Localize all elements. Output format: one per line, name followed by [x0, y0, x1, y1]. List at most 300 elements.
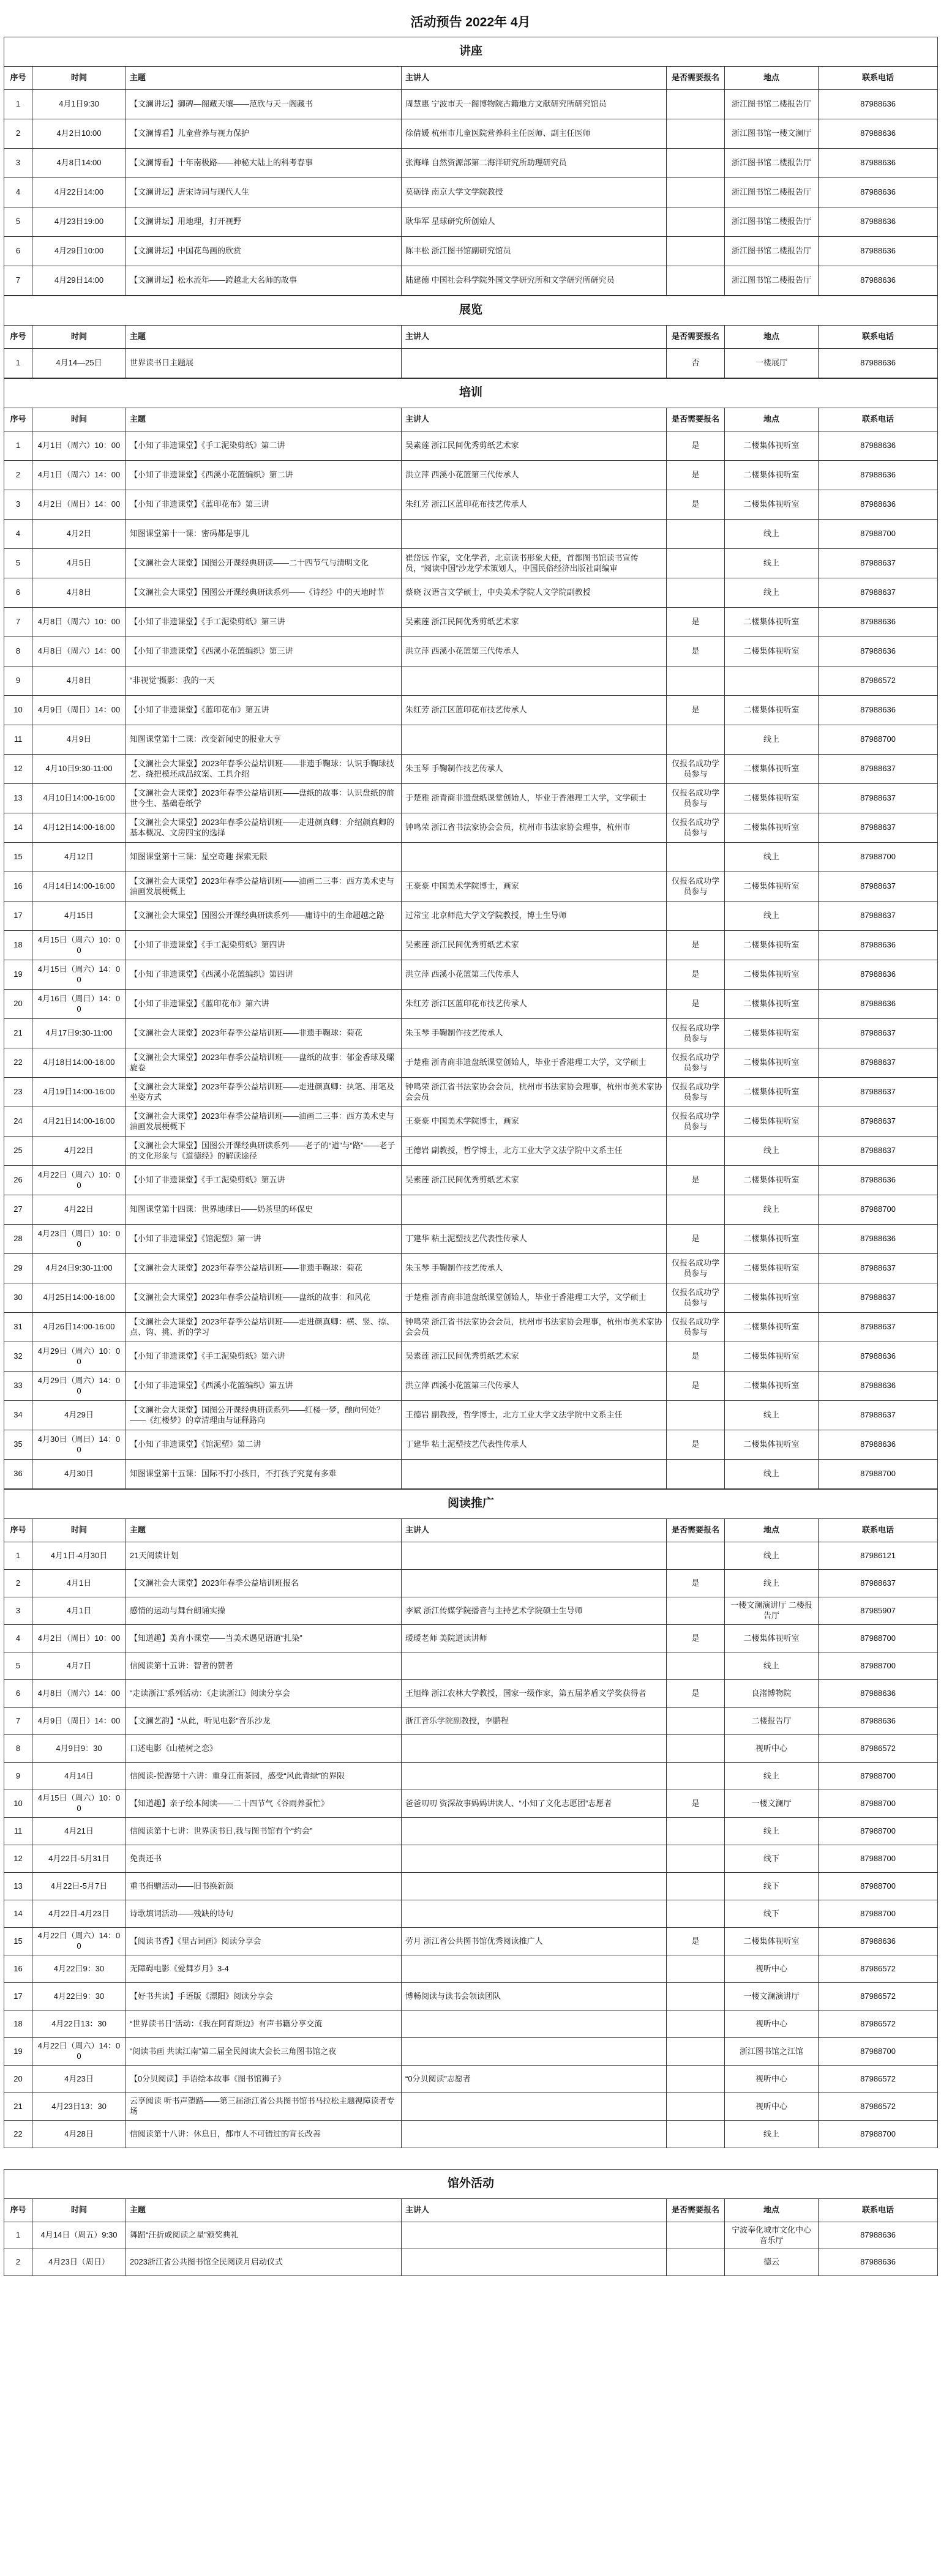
row-signup: 仅报名成功学员参与	[667, 1019, 725, 1048]
row-place: 浙江图书馆二楼报告厅	[725, 178, 819, 207]
column-header-signup: 是否需要报名	[667, 408, 725, 431]
row-time: 4月22日-5月31日	[32, 1845, 126, 1873]
row-place: 二楼集体视听室	[725, 1313, 819, 1342]
row-time: 4月22日（周六）14：00	[32, 2038, 126, 2066]
row-number: 31	[4, 1313, 32, 1342]
table-row	[4, 1225, 938, 1254]
row-speaker	[402, 2010, 667, 2038]
row-topic: 信阅读第十五讲：智者的赞者	[126, 1652, 402, 1680]
row-time: 4月23日（周日）	[32, 2249, 126, 2276]
column-header-speaker: 主讲人	[402, 1519, 667, 1542]
row-topic: “阅读书画 共读江南”第二届全民阅读大会长三角图书馆之夜	[126, 2038, 402, 2066]
row-place: 线下	[725, 1900, 819, 1928]
row-speaker	[402, 2121, 667, 2148]
row-number: 32	[4, 1342, 32, 1372]
row-topic: 【小知了非遗课堂】《蓝印花布》第六讲	[126, 990, 402, 1019]
row-signup	[667, 1401, 725, 1430]
table-row	[4, 1680, 938, 1708]
row-phone: 87986572	[819, 2066, 938, 2093]
column-header-topic: 主题	[126, 67, 402, 90]
row-place: 宁波奉化城市文化中心音乐厅	[725, 2222, 819, 2249]
row-topic: 【知道趣】美育小课堂——当美术遇见语道“扎染”	[126, 1625, 402, 1652]
row-topic: 【小知了非遗课堂】《西溪小花篮编织》第四讲	[126, 960, 402, 990]
row-time: 4月17日9:30-11:00	[32, 1019, 126, 1048]
row-number: 18	[4, 2010, 32, 2038]
row-signup: 是	[667, 490, 725, 520]
row-place: 线上	[725, 1763, 819, 1790]
row-speaker: 钟鸣荣 浙江省书法家协会会员，杭州市书法家协会理事，杭州市	[402, 813, 667, 843]
row-phone: 87988700	[819, 843, 938, 872]
row-topic: 【文澜社会大课堂】2023年春季公益培训班——走进颜真卿：介绍颜真卿的基本概况、文房四宝的选择	[126, 813, 402, 843]
table-row	[4, 990, 938, 1019]
row-signup	[667, 207, 725, 237]
row-signup: 仅报名成功学员参与	[667, 1107, 725, 1137]
row-phone: 87988636	[819, 149, 938, 178]
row-phone: 87986572	[819, 2093, 938, 2121]
table-row	[4, 1195, 938, 1225]
row-phone: 87988636	[819, 431, 938, 461]
section-table	[4, 37, 938, 296]
row-signup	[667, 1735, 725, 1763]
column-header-no: 序号	[4, 326, 32, 349]
row-topic: 【0分贝阅读】手语绘本故事《图书馆狮子》	[126, 2066, 402, 2093]
row-speaker	[402, 1955, 667, 1983]
row-number: 4	[4, 178, 32, 207]
row-place: 二楼集体视听室	[725, 1928, 819, 1955]
row-topic: 云享阅读 听书声塑路——第三届浙江省公共图书馆书马拉松主题视障读者专场	[126, 2093, 402, 2121]
row-phone: 87988636	[819, 266, 938, 296]
table-row	[4, 578, 938, 608]
row-place: 线上	[725, 1401, 819, 1430]
row-place: 二楼报告厅	[725, 1708, 819, 1735]
table-row	[4, 902, 938, 931]
row-time: 4月9日（周日）14：00	[32, 1708, 126, 1735]
row-signup	[667, 1983, 725, 2010]
row-speaker: 王豪豪 中国美术学院博士，画家	[402, 1107, 667, 1137]
table-row	[4, 1873, 938, 1900]
row-time: 4月30日	[32, 1460, 126, 1489]
section-title: 展览	[4, 296, 938, 326]
row-time: 4月29日10:00	[32, 237, 126, 266]
row-signup	[667, 1195, 725, 1225]
column-header-signup: 是否需要报名	[667, 2199, 725, 2222]
row-number: 1	[4, 90, 32, 119]
row-topic: 【文澜社会大课堂】2023年春季公益培训班报名	[126, 1570, 402, 1597]
row-phone: 87988636	[819, 637, 938, 666]
row-signup: 是	[667, 1928, 725, 1955]
row-phone: 87988700	[819, 1652, 938, 1680]
row-topic: 【文澜讲坛】用地理，打开视野	[126, 207, 402, 237]
row-speaker: 徐倩媛 杭州市儿童医院营养科主任医师、副主任医师	[402, 119, 667, 149]
row-number: 16	[4, 1955, 32, 1983]
row-phone: 87986572	[819, 2010, 938, 2038]
row-phone: 87988636	[819, 237, 938, 266]
row-time: 4月8日（周六）14：00	[32, 1680, 126, 1708]
table-row	[4, 2249, 938, 2276]
row-signup	[667, 149, 725, 178]
table-row	[4, 1313, 938, 1342]
row-signup	[667, 2249, 725, 2276]
row-speaker: 朱红芳 浙江区蓝印花布技艺传承人	[402, 490, 667, 520]
row-signup	[667, 2038, 725, 2066]
column-header-signup: 是否需要报名	[667, 67, 725, 90]
row-number: 12	[4, 1845, 32, 1873]
row-signup: 仅报名成功学员参与	[667, 1254, 725, 1283]
row-time: 4月2日	[32, 520, 126, 549]
section-title: 阅读推广	[4, 1490, 938, 1519]
row-number: 34	[4, 1401, 32, 1430]
row-speaker: 吴素莲 浙江民间优秀剪纸艺术家	[402, 431, 667, 461]
row-place: 二楼集体视听室	[725, 1372, 819, 1401]
row-place: 二楼集体视听室	[725, 960, 819, 990]
row-number: 4	[4, 1625, 32, 1652]
row-place: 一楼文澜演讲厅 二楼报告厅	[725, 1597, 819, 1625]
row-signup	[667, 119, 725, 149]
row-number: 2	[4, 461, 32, 490]
row-phone: 87988637	[819, 813, 938, 843]
table-row	[4, 349, 938, 378]
row-topic: 【小知了非遗课堂】《西溪小花篮编织》第三讲	[126, 637, 402, 666]
column-header-no: 序号	[4, 1519, 32, 1542]
column-header-time: 时间	[32, 408, 126, 431]
row-speaker: 劳月 浙江省公共图书馆优秀阅读推广人	[402, 1928, 667, 1955]
row-phone: 87986572	[819, 1735, 938, 1763]
row-place: 二楼集体视听室	[725, 490, 819, 520]
row-topic: “世界读书日”活动：《我在阿育斯边》有声书籍分享交流	[126, 2010, 402, 2038]
row-phone: 87988637	[819, 755, 938, 784]
row-signup	[667, 237, 725, 266]
row-signup	[667, 1873, 725, 1900]
row-signup	[667, 1900, 725, 1928]
row-place: 二楼集体视听室	[725, 755, 819, 784]
column-header-speaker: 主讲人	[402, 326, 667, 349]
column-header-topic: 主题	[126, 326, 402, 349]
row-signup	[667, 90, 725, 119]
row-number: 8	[4, 1735, 32, 1763]
row-time: 4月23日	[32, 2066, 126, 2093]
row-phone: 87988636	[819, 178, 938, 207]
row-number: 2	[4, 2249, 32, 2276]
row-speaker	[402, 349, 667, 378]
row-number: 30	[4, 1283, 32, 1313]
row-time: 4月1日（周六）10：00	[32, 431, 126, 461]
row-speaker: 朱玉琴 手鞠制作技艺传承人	[402, 1019, 667, 1048]
row-speaker: 王德岩 副教授，哲学博士，北方工业大学文法学院中文系主任	[402, 1137, 667, 1166]
row-topic: 【文澜社会大课堂】国图公开课经典研读——二十四节气与清明文化	[126, 549, 402, 578]
section-header	[4, 296, 938, 326]
row-speaker	[402, 1900, 667, 1928]
column-header-time: 时间	[32, 67, 126, 90]
row-phone: 87988636	[819, 90, 938, 119]
row-phone: 87988636	[819, 1372, 938, 1401]
column-header-place: 地点	[725, 408, 819, 431]
row-phone: 87988637	[819, 1283, 938, 1313]
row-topic: 【阅读书香】《里古词画》阅读分享会	[126, 1928, 402, 1955]
row-speaker	[402, 520, 667, 549]
row-number: 3	[4, 149, 32, 178]
row-place: 线上	[725, 2121, 819, 2148]
row-place: 视听中心	[725, 1735, 819, 1763]
row-signup: 是	[667, 608, 725, 637]
row-speaker	[402, 666, 667, 696]
section-header	[4, 379, 938, 408]
row-topic: 【小知了非遗课堂】《手工泥染剪纸》第六讲	[126, 1342, 402, 1372]
row-speaker	[402, 1195, 667, 1225]
row-number: 2	[4, 119, 32, 149]
row-time: 4月8日（周六）14：00	[32, 637, 126, 666]
row-phone: 87988637	[819, 1019, 938, 1048]
row-topic: 知图课堂第十五课：国际不打小孩日，不打孩子究竟有多难	[126, 1460, 402, 1489]
row-signup	[667, 578, 725, 608]
row-time: 4月8日	[32, 666, 126, 696]
row-signup	[667, 2121, 725, 2148]
row-topic: 【文澜社会大课堂】2023年春季公益培训班——非遗手鞠球：菊花	[126, 1019, 402, 1048]
row-phone: 87988636	[819, 990, 938, 1019]
row-speaker: 钟鸣荣 浙江省书法家协会会员，杭州市书法家协会理事，杭州市美术家协会会员	[402, 1078, 667, 1107]
row-time: 4月22日9：30	[32, 1983, 126, 2010]
row-topic: 2023浙江省公共图书馆全民阅读月启动仪式	[126, 2249, 402, 2276]
table-row	[4, 872, 938, 902]
row-time: 4月10日9:30-11:00	[32, 755, 126, 784]
section-title: 培训	[4, 379, 938, 408]
row-topic: 知图课堂第十一课：密码都是事儿	[126, 520, 402, 549]
row-phone: 87988636	[819, 2222, 938, 2249]
row-number: 33	[4, 1372, 32, 1401]
row-phone: 87985907	[819, 1597, 938, 1625]
row-place: 二楼集体视听室	[725, 1430, 819, 1460]
row-place: 二楼集体视听室	[725, 1283, 819, 1313]
row-phone: 87988637	[819, 1137, 938, 1166]
row-number: 24	[4, 1107, 32, 1137]
row-phone: 87988637	[819, 872, 938, 902]
row-topic: 重书捐赠活动——旧书换新颜	[126, 1873, 402, 1900]
column-header-no: 序号	[4, 408, 32, 431]
row-place: 线下	[725, 1845, 819, 1873]
section-table	[4, 378, 938, 1489]
column-header-signup: 是否需要报名	[667, 1519, 725, 1542]
table-row	[4, 90, 938, 119]
row-time: 4月14日	[32, 1763, 126, 1790]
row-number: 20	[4, 2066, 32, 2093]
row-signup	[667, 1763, 725, 1790]
column-header-speaker: 主讲人	[402, 408, 667, 431]
row-signup: 是	[667, 1430, 725, 1460]
row-topic: 【好书共读】手语版《漂阳》阅读分享会	[126, 1983, 402, 2010]
row-phone: 87988637	[819, 784, 938, 813]
row-time: 4月9日	[32, 725, 126, 755]
row-signup	[667, 2093, 725, 2121]
row-phone: 87988700	[819, 2121, 938, 2148]
row-signup: 是	[667, 1680, 725, 1708]
row-place: 二楼集体视听室	[725, 431, 819, 461]
row-place: 线上	[725, 1460, 819, 1489]
row-place: 二楼集体视听室	[725, 990, 819, 1019]
row-phone: 87988637	[819, 578, 938, 608]
row-topic: 【文澜社会大课堂】国图公开课经典研读系列——《诗经》中的天地时节	[126, 578, 402, 608]
row-signup: 是	[667, 637, 725, 666]
section-header	[4, 2170, 938, 2199]
row-speaker	[402, 2093, 667, 2121]
row-phone: 87988637	[819, 1078, 938, 1107]
row-speaker: 洪立萍 西溪小花篮第三代传承人	[402, 960, 667, 990]
row-time: 4月19日14:00-16:00	[32, 1078, 126, 1107]
row-speaker: 丁建华 粘土泥塑技艺代表性传承人	[402, 1430, 667, 1460]
page-title: 活动预告 2022年 4月	[410, 15, 531, 29]
table-row	[4, 119, 938, 149]
row-time: 4月12日14:00-16:00	[32, 813, 126, 843]
row-signup: 是	[667, 1225, 725, 1254]
row-time: 4月23日（周日）10：00	[32, 1225, 126, 1254]
row-topic: 知图课堂第十四课：世界地球日——奶茶里的环保史	[126, 1195, 402, 1225]
row-phone: 87988636	[819, 1430, 938, 1460]
row-place: 视听中心	[725, 2010, 819, 2038]
row-signup: 仅报名成功学员参与	[667, 1078, 725, 1107]
row-topic: 【文澜社会大课堂】国图公开课经典研读系列——红楼一梦，酿向何处？——《红楼梦》的章清理由与证释路向	[126, 1401, 402, 1430]
row-phone: 87988700	[819, 1763, 938, 1790]
row-number: 7	[4, 1708, 32, 1735]
row-place: 二楼集体视听室	[725, 1166, 819, 1195]
row-place: 线上	[725, 1542, 819, 1570]
table-row	[4, 1955, 938, 1983]
row-signup: 是	[667, 1166, 725, 1195]
row-signup	[667, 178, 725, 207]
row-number: 21	[4, 1019, 32, 1048]
row-number: 7	[4, 266, 32, 296]
column-header-place: 地点	[725, 326, 819, 349]
table-row	[4, 1401, 938, 1430]
section-title: 馆外活动	[4, 2170, 938, 2199]
row-speaker: 洪立萍 西溪小花篮第三代传承人	[402, 1372, 667, 1401]
column-header-phone: 联系电话	[819, 67, 938, 90]
row-signup: 是	[667, 431, 725, 461]
row-signup	[667, 1818, 725, 1845]
table-row	[4, 1928, 938, 1955]
row-number: 10	[4, 1790, 32, 1818]
row-number: 26	[4, 1166, 32, 1195]
table-row	[4, 696, 938, 725]
row-time: 4月21日	[32, 1818, 126, 1845]
row-speaker: 莫砺锋 南京大学文学院教授	[402, 178, 667, 207]
row-time: 4月8日（周六）10：00	[32, 608, 126, 637]
row-time: 4月1日	[32, 1570, 126, 1597]
row-speaker	[402, 843, 667, 872]
row-number: 6	[4, 578, 32, 608]
column-header-speaker: 主讲人	[402, 67, 667, 90]
row-place: 二楼集体视听室	[725, 1019, 819, 1048]
column-header-no: 序号	[4, 67, 32, 90]
row-number: 2	[4, 1570, 32, 1597]
row-topic: 【小知了非遗课堂】《蓝印花布》第五讲	[126, 696, 402, 725]
table-row	[4, 149, 938, 178]
column-header-row	[4, 2199, 938, 2222]
row-place: 线上	[725, 549, 819, 578]
row-place: 线上	[725, 578, 819, 608]
row-phone: 87988700	[819, 1845, 938, 1873]
table-row	[4, 931, 938, 960]
row-topic: 免责还书	[126, 1845, 402, 1873]
row-number: 3	[4, 490, 32, 520]
row-speaker: 张海峰 自然资源部第二海洋研究所助理研究员	[402, 149, 667, 178]
row-topic: 口述电影《山楂树之恋》	[126, 1735, 402, 1763]
row-time: 4月15日	[32, 902, 126, 931]
row-number: 10	[4, 696, 32, 725]
column-header-time: 时间	[32, 326, 126, 349]
row-speaker: 吴素莲 浙江民间优秀剪纸艺术家	[402, 931, 667, 960]
row-number: 5	[4, 549, 32, 578]
row-phone: 87988637	[819, 1048, 938, 1078]
row-place: 二楼集体视听室	[725, 1342, 819, 1372]
row-topic: 【小知了非遗课堂】《手工泥染剪纸》第五讲	[126, 1166, 402, 1195]
row-signup	[667, 1652, 725, 1680]
row-speaker: 陆建德 中国社会科学院外国文学研究所和文学研究所研究员	[402, 266, 667, 296]
row-speaker: 浙江音乐学院副教授，李鹏程	[402, 1708, 667, 1735]
row-time: 4月21日14:00-16:00	[32, 1107, 126, 1137]
row-phone: 87988636	[819, 696, 938, 725]
row-speaker: 吴素莲 浙江民间优秀剪纸艺术家	[402, 1342, 667, 1372]
row-place: 浙江图书馆二楼报告厅	[725, 90, 819, 119]
row-place: 浙江图书馆二楼报告厅	[725, 207, 819, 237]
row-time: 4月22日	[32, 1195, 126, 1225]
row-signup: 是	[667, 1342, 725, 1372]
row-number: 8	[4, 637, 32, 666]
row-topic: 知图课堂第十三课：星空奇趣 探索无限	[126, 843, 402, 872]
row-time: 4月23日19:00	[32, 207, 126, 237]
row-time: 4月14—25日	[32, 349, 126, 378]
column-header-place: 地点	[725, 2199, 819, 2222]
row-phone: 87988636	[819, 931, 938, 960]
row-signup: 是	[667, 461, 725, 490]
row-time: 4月2日10:00	[32, 119, 126, 149]
row-place: 线上	[725, 520, 819, 549]
row-place: 二楼集体视听室	[725, 1254, 819, 1283]
row-speaker	[402, 1460, 667, 1489]
row-place: 线上	[725, 1195, 819, 1225]
row-signup	[667, 520, 725, 549]
row-number: 11	[4, 1818, 32, 1845]
row-topic: 感情的运动与舞台朗诵实操	[126, 1597, 402, 1625]
row-speaker: 王旭烽 浙江农林大学教授，国家一级作家，第五届茅盾文学奖获得者	[402, 1680, 667, 1708]
table-row	[4, 2093, 938, 2121]
table-row	[4, 960, 938, 990]
row-time: 4月8日14:00	[32, 149, 126, 178]
row-signup	[667, 2222, 725, 2249]
row-signup: 仅报名成功学员参与	[667, 1283, 725, 1313]
row-topic: 无障碍电影《爱舞岁月》3-4	[126, 1955, 402, 1983]
row-place: 良渚博物院	[725, 1680, 819, 1708]
row-place: 视听中心	[725, 2066, 819, 2093]
row-topic: 舞蹈“汪折或阅读之星”颁奖典礼	[126, 2222, 402, 2249]
column-header-phone: 联系电话	[819, 326, 938, 349]
row-topic: 【小知了非遗课堂】《手工泥染剪纸》第二讲	[126, 431, 402, 461]
row-number: 35	[4, 1430, 32, 1460]
table-row	[4, 1107, 938, 1137]
row-signup: 否	[667, 349, 725, 378]
row-number: 7	[4, 608, 32, 637]
row-topic: 【文澜社会大课堂】2023年春季公益培训班——油画二三事：西方美术史与油画发展梗概上	[126, 872, 402, 902]
row-time: 4月9日（周日）14：00	[32, 696, 126, 725]
row-speaker: 崔岱远 作家，文化学者，北京读书形象大使，首都图书馆读书宣传员，“阅读中国”沙龙学术策划人，中国民俗经济出版社副编审	[402, 549, 667, 578]
row-number: 6	[4, 237, 32, 266]
row-time: 4月14日（周五）9:30	[32, 2222, 126, 2249]
row-time: 4月18日14:00-16:00	[32, 1048, 126, 1078]
row-place: 线上	[725, 725, 819, 755]
row-place: 视听中心	[725, 2093, 819, 2121]
row-topic: 【小知了非遗课堂】《蓝印花布》第三讲	[126, 490, 402, 520]
column-header-topic: 主题	[126, 408, 402, 431]
table-row	[4, 1078, 938, 1107]
table-row	[4, 461, 938, 490]
row-number: 13	[4, 1873, 32, 1900]
